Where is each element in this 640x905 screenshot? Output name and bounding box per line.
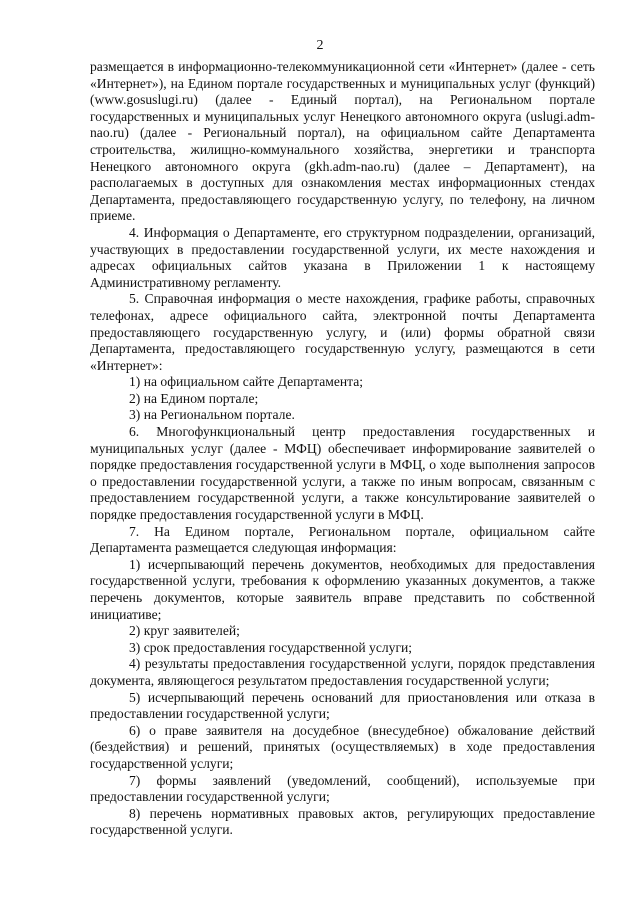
list-item-7-5: 5) исчерпывающий перечень оснований для приостановления или отказа в предоставлении государственной услуги; bbox=[90, 689, 595, 722]
list-item-7-4: 4) результаты предоставления государственной услуги, порядок представления документа, являющегося результатом предоставления государственной услуги; bbox=[90, 656, 595, 688]
paragraph-item-5: 5. Справочная информация о месте нахождения, графике работы, справочных телефонах, адресе официального сайта, электронной почты Департамента предоставляющего государственную услугу, и (или) формы обратной связи Департамента, предоставляющего государственную услугу, размещаются в сети «Интернет»: bbox=[90, 291, 595, 373]
paragraph-item-6: 6. Многофункциональный центр предоставления государственных и муниципальных услуг (далее - МФЦ) обеспечивает информирование заявителей о порядке предоставления государственной услуги в МФЦ, о ходе выполнения запросов о предоставлении государственной услуги, а также по иным вопросам, связанным с предоставлением государственной услуги, а также консультирование заявителей о порядке предоставления государственной услуги в МФЦ. bbox=[90, 424, 595, 523]
list-item-7-2: 2) круг заявителей; bbox=[129, 623, 240, 639]
page-number: 2 bbox=[316, 38, 324, 53]
paragraph-item-4: 4. Информация о Департаменте, его структурном подразделении, организаций, участвующих в предоставлении государственной услуги, их месте нахождения и адресах официальных сайтов указана в Приложении 1 к настоящему Административному регламенту. bbox=[90, 224, 595, 290]
list-item-7-3: 3) срок предоставления государственной услуги; bbox=[129, 639, 413, 655]
paragraph-item-7: 7. На Едином портале, Региональном портале, официальном сайте Департамента размещается следующая информация: bbox=[90, 523, 595, 556]
list-item-7-6: 6) о праве заявителя на досудебное (внесудебное) обжалование действий (бездействия) и решений, принятых (осуществляемых) в ходе предоставления государственной услуги; bbox=[90, 722, 595, 771]
list-item-7-8: 8) перечень нормативных правовых актов, регулирующих предоставление государственной услуги. bbox=[90, 805, 595, 838]
list-item-5-3: 3) на Региональном портале. bbox=[129, 407, 295, 423]
paragraph-continuation: размещается в информационно-телекоммуникационной сети «Интернет» (далее - сеть «Интернет»), на Едином портале государственных и муниципальных услуг (функций) (www.gosuslugi.ru) (далее - Единый портал), на Региональном портале государственных и муниципальных услуг Ненецкого автономного округа (uslugi.adm-nao.ru) (далее - Региональный портал), на официальном сайте Департамента строительства, жилищно-коммунального хозяйства, энергетики и транспорта Ненецкого автономного округа (gkh.adm-nao.ru) (далее – Департамент), на располагаемых в доступных для ознакомления местах информационных стендах Департамента, предоставляющего государственную услугу, по телефону, на личном приеме. bbox=[90, 59, 595, 224]
list-item-7-7: 7) формы заявлений (уведомлений, сообщений), используемые при предоставлении государственной услуги; bbox=[90, 772, 595, 805]
document-body bbox=[90, 59, 595, 839]
list-item-5-2: 2) на Едином портале; bbox=[129, 390, 259, 406]
list-item-5-1: 1) на официальном сайте Департамента; bbox=[129, 374, 364, 390]
list-item-7-1: 1) исчерпывающий перечень документов, необходимых для предоставления государственной услуги, требования к оформлению указанных документов, а также перечень документов, которые заявитель вправе представить по собственной инициативе; bbox=[90, 556, 595, 622]
